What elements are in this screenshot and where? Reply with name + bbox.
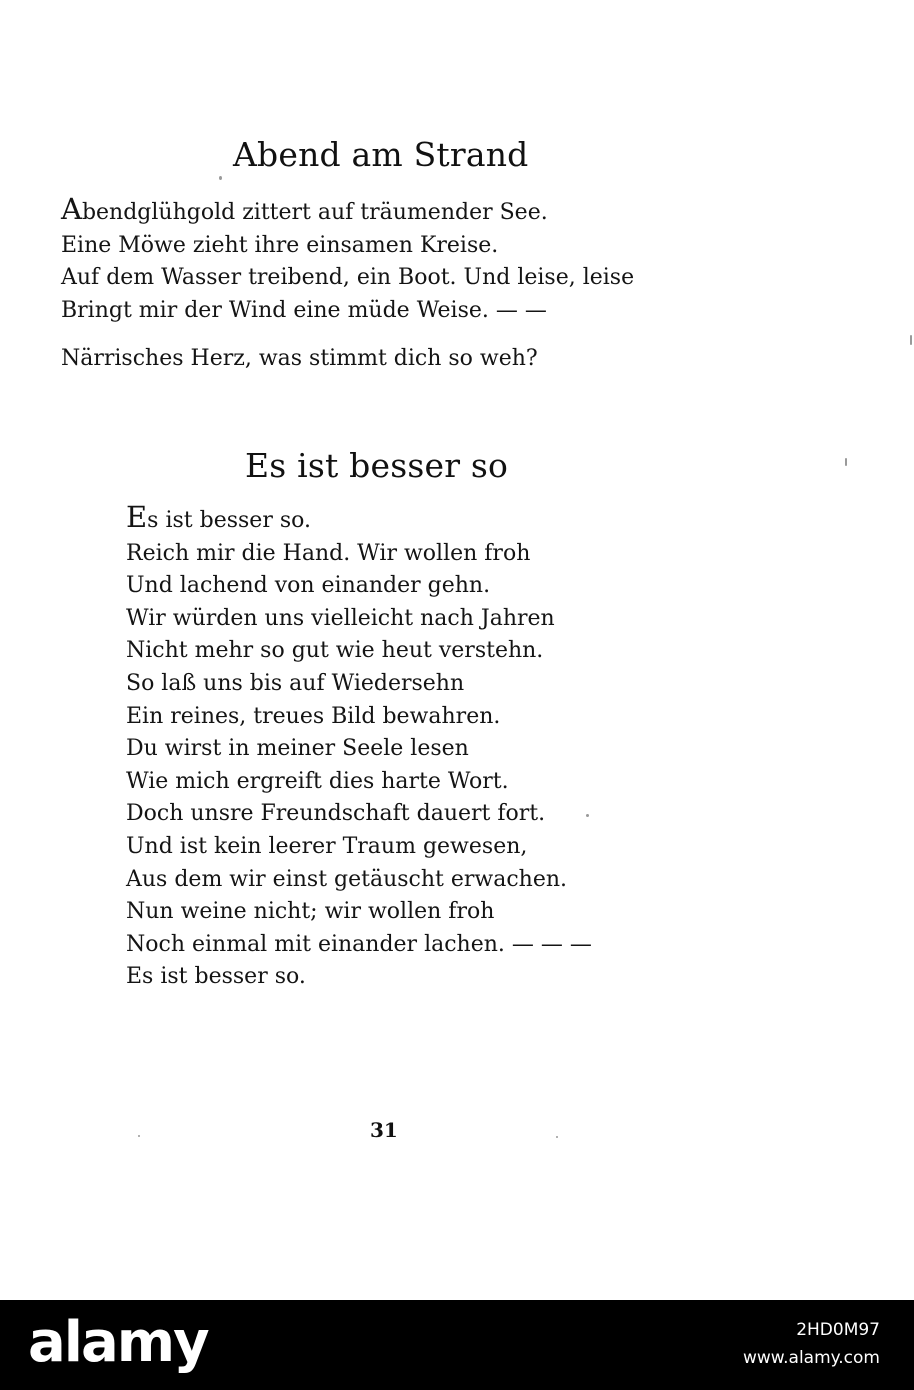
poem-line: Doch unsre Freundschaft dauert fort.	[126, 801, 546, 827]
poem-line: Es ist besser so.	[126, 964, 306, 990]
poem-line-text: bendglühgold zittert auf träumender See.	[81, 200, 548, 225]
poem-line: Und lachend von einander gehn.	[126, 573, 491, 599]
poem-line: Du wirst in meiner Seele lesen	[126, 736, 469, 762]
poem-line: So laß uns bis auf Wiedersehn	[126, 670, 465, 696]
poem-line: Nun weine nicht; wir wollen froh	[126, 899, 495, 925]
poem-line	[61, 192, 634, 230]
alamy-logo: alamy	[28, 1310, 208, 1375]
poem-refrain: Närrisches Herz, was stimmt dich so weh?	[61, 346, 538, 372]
paper-speck	[219, 176, 222, 180]
poem-line: Bringt mir der Wind eine müde Weise. — —	[61, 297, 547, 323]
paper-speck	[910, 335, 912, 345]
poem-line	[126, 500, 592, 538]
paper-speck	[138, 1135, 140, 1137]
paper-speck	[556, 1136, 558, 1138]
poem-line: Eine Möwe zieht ihre einsamen Kreise.	[61, 232, 499, 258]
poem-title-abend-am-strand: Abend am Strand	[233, 135, 529, 174]
page-number: 31	[370, 1118, 398, 1142]
site-url: www.alamy.com	[742, 1348, 880, 1368]
poem-line: Wir würden uns vielleicht nach Jahren	[126, 605, 555, 631]
poem-line: Aus dem wir einst getäuscht erwachen.	[126, 866, 568, 892]
poem-es-ist-besser-so	[126, 500, 592, 994]
poem-line: Reich mir die Hand. Wir wollen froh	[126, 540, 531, 566]
poem-line-text: s ist besser so.	[147, 508, 311, 533]
poem-line: Noch einmal mit einander lachen. — — —	[126, 931, 592, 957]
image-id: 2HD0M97	[796, 1320, 880, 1340]
poem-line: Auf dem Wasser treibend, ein Boot. Und leise, leise	[61, 265, 635, 291]
paper-speck	[845, 458, 847, 466]
poem-line: Und ist kein leerer Traum gewesen,	[126, 833, 528, 859]
drop-cap: A	[61, 192, 82, 226]
poem-title-es-ist-besser-so: Es ist besser so	[245, 446, 509, 485]
watermark-footer	[0, 1300, 914, 1390]
poem-abend-am-strand	[61, 192, 635, 376]
poem-line: Ein reines, treues Bild bewahren.	[126, 703, 501, 729]
paper-speck	[586, 814, 589, 817]
drop-cap: E	[126, 500, 148, 534]
poem-line: Nicht mehr so gut wie heut verstehn.	[126, 638, 544, 664]
poem-line: Wie mich ergreift dies harte Wort.	[126, 768, 509, 794]
